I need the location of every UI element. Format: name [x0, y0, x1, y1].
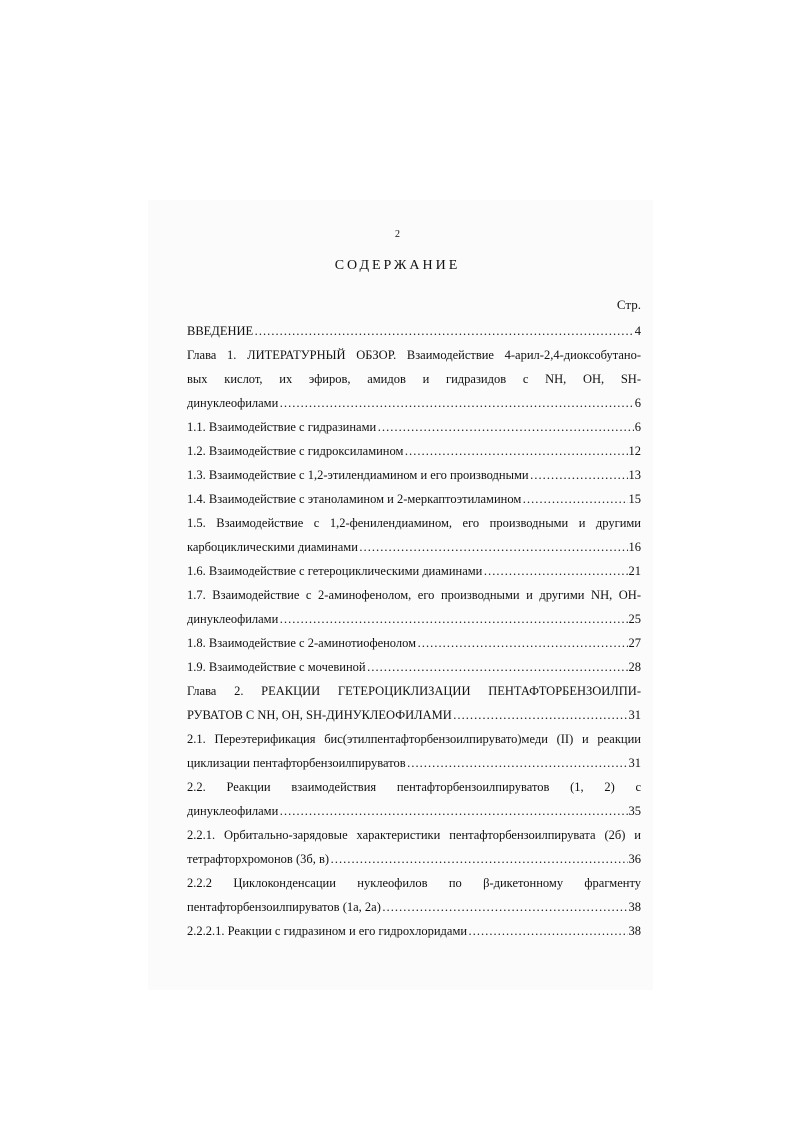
- leader-dots: [483, 562, 627, 580]
- leader-dots: [367, 658, 628, 676]
- toc-entry-line: 2.2.2 Циклоконденсации нуклеофилов по β-дикетонному фрагменту: [187, 876, 641, 890]
- leader-dots: [404, 442, 627, 460]
- page-title: СОДЕРЖАНИЕ: [334, 258, 461, 273]
- toc-entry-page: 27: [628, 636, 641, 650]
- toc-entry-page: 6: [634, 396, 641, 410]
- leader-dots: [453, 706, 628, 724]
- toc-entry: [187, 538, 641, 562]
- toc-entry: [187, 754, 641, 778]
- toc-entry-page: 38: [628, 924, 641, 938]
- toc-entry-title: 2.2.2.1. Реакции с гидразином и его гидрохлоридами: [187, 924, 468, 938]
- toc-entry-page: 21: [628, 564, 641, 578]
- toc-entry-line: Глава 2. РЕАКЦИИ ГЕТЕРОЦИКЛИЗАЦИИ ПЕНТАФТОРБЕНЗОИЛПИ-: [187, 684, 641, 698]
- toc-entry-page: 6: [634, 420, 641, 434]
- toc-entry-title: динуклеофилами: [187, 612, 279, 626]
- toc-entry-page: 12: [628, 444, 641, 458]
- toc-entry: [187, 466, 641, 490]
- toc-entry-page: 36: [628, 852, 641, 866]
- toc-entry-title: тетрафторхромонов (3б, в): [187, 852, 330, 866]
- toc-entry-page: 15: [628, 492, 641, 506]
- toc-entry-line: 1.5. Взаимодействие с 1,2-фенилендиамином, его производными и другими: [187, 516, 641, 530]
- toc-entry: [187, 850, 641, 874]
- toc-entry-page: 13: [628, 468, 641, 482]
- toc-entry-page: 38: [628, 900, 641, 914]
- toc-entry-page: 28: [628, 660, 641, 674]
- toc-entry-title: 1.4. Взаимодействие с этаноламином и 2-меркаптоэтиламином: [187, 492, 522, 506]
- toc-entry: [187, 490, 641, 514]
- toc-entry-title: 1.8. Взаимодействие с 2-аминотиофенолом: [187, 636, 417, 650]
- toc-entry-page: 31: [628, 708, 641, 722]
- toc-entry-title: циклизации пентафторбензоилпируватов: [187, 756, 406, 770]
- toc-entry-title: РУВАТОВ С NH, OH, SH-ДИНУКЛЕОФИЛАМИ: [187, 708, 452, 722]
- toc-entry-page: 25: [628, 612, 641, 626]
- toc-entry-title: динуклеофилами: [187, 804, 279, 818]
- toc-entry: [187, 562, 641, 586]
- toc-entry-line: Глава 1. ЛИТЕРАТУРНЫЙ ОБЗОР. Взаимодействие 4-арил-2,4-диоксобутано-: [187, 348, 641, 362]
- toc-entry: [187, 802, 641, 826]
- toc-entry-title: 1.9. Взаимодействие с мочевиной: [187, 660, 366, 674]
- toc-entry: [187, 322, 641, 346]
- leader-dots: [254, 322, 634, 340]
- toc-entry-title: 1.1. Взаимодействие с гидразинами: [187, 420, 377, 434]
- toc-entry: [187, 706, 641, 730]
- leader-dots: [407, 754, 628, 772]
- toc-entry: [187, 394, 641, 418]
- toc-entry-line: 2.2.1. Орбитально-зарядовые характеристики пентафторбензоилпирувата (2б) и: [187, 828, 641, 842]
- toc-entry-page: 31: [628, 756, 641, 770]
- toc-entry: [187, 610, 641, 634]
- toc-entry: [187, 898, 641, 922]
- leader-dots: [279, 394, 633, 412]
- toc-entry-line: 2.1. Переэтерификация бис(этилпентафторбензоилпирувато)меди (II) и реакции: [187, 732, 641, 746]
- toc-entry-title: динуклеофилами: [187, 396, 279, 410]
- toc-entry-page: 35: [628, 804, 641, 818]
- toc-entry-title: 1.6. Взаимодействие с гетероциклическими диаминами: [187, 564, 483, 578]
- toc-entry-title: 1.2. Взаимодействие с гидроксиламином: [187, 444, 404, 458]
- toc-entry-page: 16: [628, 540, 641, 554]
- toc-entry-title: пентафторбензоилпируватов (1а, 2а): [187, 900, 381, 914]
- toc-entry: [187, 922, 641, 946]
- leader-dots: [382, 898, 628, 916]
- toc-entry-line: 1.7. Взаимодействие с 2-аминофенолом, его производными и другими NH, OH-: [187, 588, 641, 602]
- leader-dots: [359, 538, 628, 556]
- leader-dots: [530, 466, 628, 484]
- leader-dots: [279, 610, 627, 628]
- leader-dots: [522, 490, 627, 508]
- table-of-contents: [187, 322, 641, 946]
- toc-entry: [187, 418, 641, 442]
- toc-entry-title: 1.3. Взаимодействие с 1,2-этилендиамином и его производными: [187, 468, 529, 482]
- toc-entry: [187, 442, 641, 466]
- toc-entry-title: ВВЕДЕНИЕ: [187, 324, 254, 338]
- leader-dots: [377, 418, 634, 436]
- toc-entry-line: 2.2. Реакции взаимодействия пентафторбензоилпируватов (1, 2) с: [187, 780, 641, 794]
- page-column-label: Стр.: [616, 297, 641, 312]
- toc-entry: [187, 658, 641, 682]
- leader-dots: [330, 850, 627, 868]
- page-number: 2: [395, 229, 400, 240]
- leader-dots: [279, 802, 627, 820]
- leader-dots: [468, 922, 627, 940]
- toc-entry-line: вых кислот, их эфиров, амидов и гидразидов с NH, OH, SH-: [187, 372, 641, 386]
- toc-entry-title: карбоциклическими диаминами: [187, 540, 358, 554]
- toc-entry-page: 4: [634, 324, 641, 338]
- leader-dots: [417, 634, 627, 652]
- toc-entry: [187, 634, 641, 658]
